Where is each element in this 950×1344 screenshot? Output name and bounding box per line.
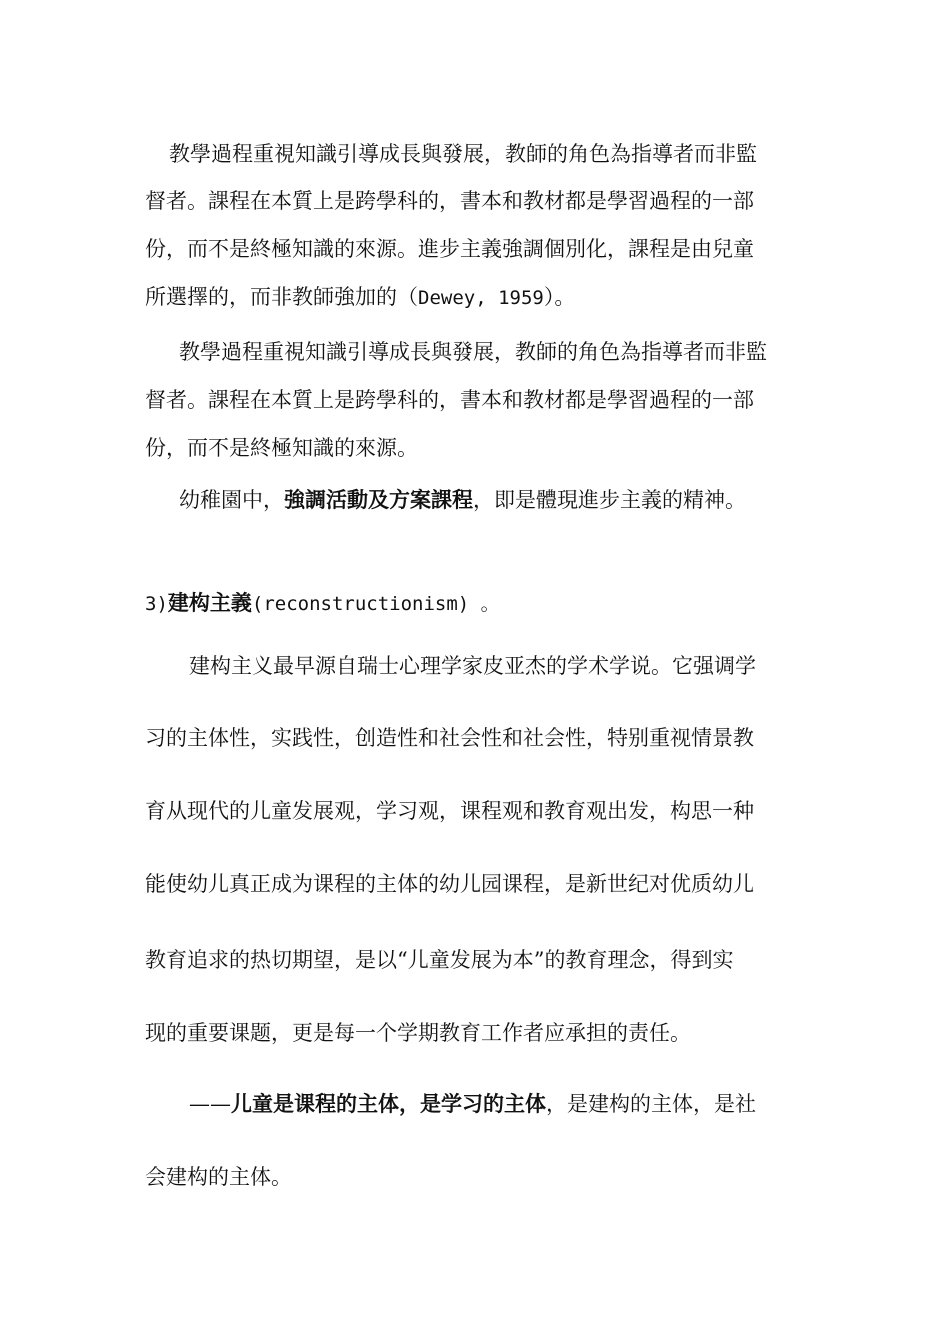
- p1-line-3: 份，而不是終極知識的來源。進步主義強調個別化，課程是由兒童: [145, 237, 754, 261]
- heading-title: 建构主義: [167, 591, 252, 615]
- p1-line-2: 督者。課程在本質上是跨學科的，書本和教材都是學習過程的一部: [145, 189, 754, 213]
- p5-line-2: 会建构的主体。: [145, 1165, 292, 1189]
- p4-line-4: 能使幼儿真正成为课程的主体的幼儿园课程，是新世纪对优质幼儿: [145, 872, 754, 896]
- section-heading: [145, 589, 810, 617]
- p2-line-1: 教學過程重視知識引導成長與發展，教師的角色為指導者而非監: [179, 340, 767, 364]
- p5-post: ，是建构的主体，是社: [546, 1092, 756, 1116]
- p4-line-5: 教育追求的热切期望，是以“儿童发展为本”的教育理念，得到实: [145, 948, 734, 972]
- p3-post: ，即是體現進步主義的精神。: [473, 488, 746, 512]
- p5-bold: 儿童是课程的主体，是学习的主体: [231, 1092, 546, 1116]
- heading-number: 3): [145, 593, 168, 615]
- p1-line-1: 教學過程重視知識引導成長與發展，教師的角色為指導者而非監: [169, 142, 757, 166]
- p4-line-3: 育从现代的儿童发展观，学习观，课程观和教育观出发，构思一种: [145, 799, 754, 823]
- p4-line-1: 建构主义最早源自瑞士心理学家皮亚杰的学术学说。它强调学: [189, 654, 756, 678]
- citation: Dewey, 1959: [418, 287, 544, 309]
- heading-english: (reconstructionism) 。: [251, 593, 500, 615]
- p2-line-3: 份，而不是終極知識的來源。: [145, 436, 418, 460]
- p1-line-4-end: ）。: [543, 285, 576, 309]
- p4-line-6: 现的重要课题，更是每一个学期教育工作者应承担的责任。: [145, 1021, 691, 1045]
- p4-line-2: 习的主体性，实践性，创造性和社会性和社会性，特别重视情景教: [145, 726, 754, 750]
- p1-line-4-text: 所選擇的，而非教師強加的（: [145, 285, 418, 309]
- p3-line: [145, 486, 810, 514]
- p3-bold: 強調活動及方案課程: [284, 488, 473, 512]
- p5-line-1: [145, 1090, 810, 1118]
- p5-dash: ——: [189, 1092, 231, 1116]
- p3-pre: 幼稚園中，: [179, 488, 284, 512]
- p1-line-4: [145, 283, 810, 311]
- p2-line-2: 督者。課程在本質上是跨學科的，書本和教材都是學習過程的一部: [145, 388, 754, 412]
